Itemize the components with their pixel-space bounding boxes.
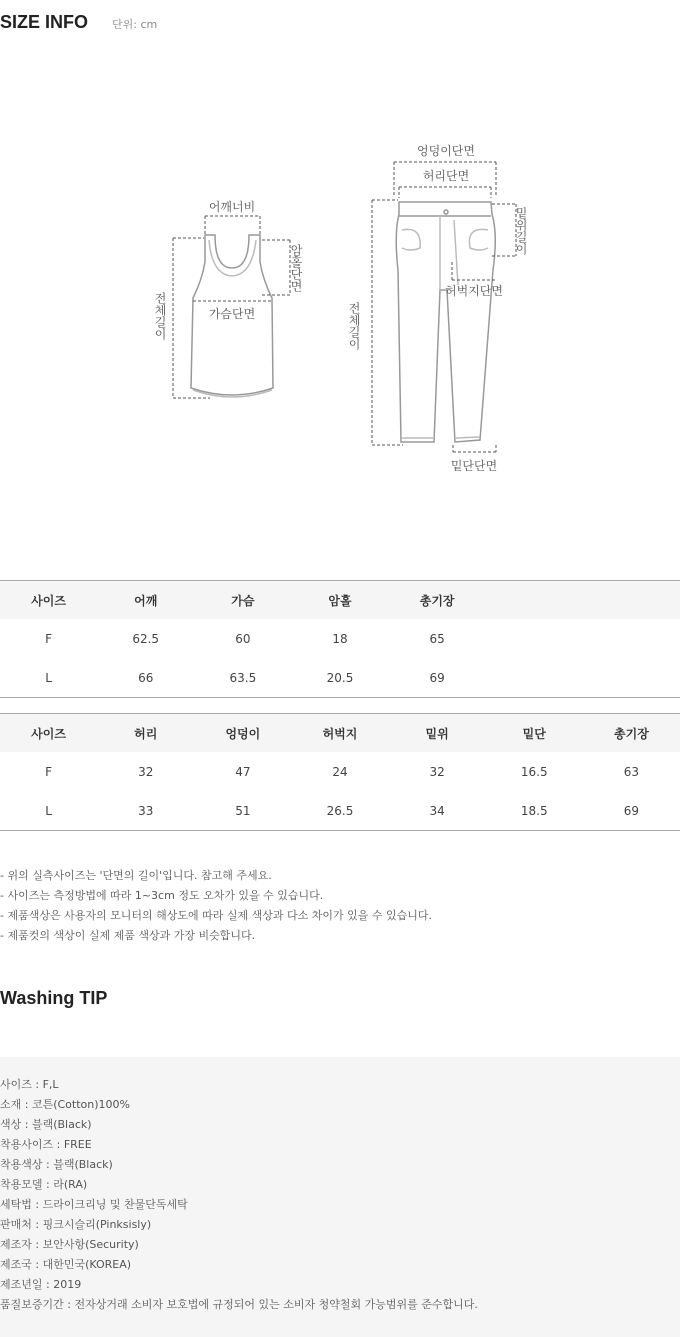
table-cell: 34 <box>429 803 445 818</box>
product-specs-panel <box>0 1057 680 1337</box>
table-cell: 63.5 <box>229 670 257 685</box>
header-cell: 어깨 <box>97 581 194 620</box>
table-cell: 26.5 <box>326 803 354 818</box>
header-cell: 암홀 <box>291 581 388 620</box>
table-cell: L <box>45 670 52 685</box>
table-cell: 24 <box>332 764 348 779</box>
spec-item: 착용색상 : 블랙(Black) <box>0 1158 113 1171</box>
header-cell: 사이즈 <box>0 714 97 753</box>
table-cell: 66 <box>138 670 154 685</box>
header-cell <box>583 581 680 620</box>
spec-item: 사이즈 : F,L <box>0 1078 59 1091</box>
table-cell: 16.5 <box>520 764 548 779</box>
table-header-row <box>0 581 680 620</box>
table-cell <box>486 619 583 658</box>
header-cell: 가슴 <box>194 581 291 620</box>
header-cell: 밑단 <box>486 714 583 753</box>
table-cell: F <box>45 764 53 779</box>
spec-item: 착용모델 : 라(RA) <box>0 1178 88 1191</box>
header-cell: 엉덩이 <box>194 714 291 753</box>
spec-item: 소재 : 코튼(Cotton)100% <box>0 1098 130 1111</box>
spec-item: 색상 : 블랙(Black) <box>0 1118 92 1131</box>
table-header-row <box>0 714 680 753</box>
table-cell: 18 <box>332 631 348 646</box>
table-cell: 51 <box>235 803 251 818</box>
table-cell: L <box>45 803 52 818</box>
table-cell: 18.5 <box>520 803 548 818</box>
table-row <box>0 752 680 791</box>
label-shoulder: 어깨너비 <box>208 200 256 214</box>
pants-illustration <box>396 202 495 442</box>
table-cell: 60 <box>235 631 251 646</box>
label-top-length: 전체길이 <box>153 292 167 340</box>
header-cell: 총기장 <box>389 581 486 620</box>
table-cell: 69 <box>429 670 445 685</box>
label-chest: 가슴단면 <box>208 307 256 321</box>
label-rise: 밑위길이 <box>514 207 528 255</box>
specs-list <box>0 1075 478 1315</box>
table-cell <box>583 658 680 698</box>
measurement-svg <box>0 140 680 480</box>
table-cell <box>486 658 583 698</box>
table-row <box>0 658 680 698</box>
header-cell: 사이즈 <box>0 581 97 620</box>
note-item: - 사이즈는 측정방법에 따라 1~3cm 정도 오차가 있을 수 있습니다. <box>0 889 324 902</box>
header-cell: 허벅지 <box>291 714 388 753</box>
size-info-title: SIZE INFO <box>0 12 89 32</box>
label-hip: 엉덩이단면 <box>417 144 475 158</box>
washing-tip-title: Washing TIP <box>0 988 108 1008</box>
spec-item: 제조자 : 보안사항(Security) <box>0 1238 139 1251</box>
label-thigh: 허벅지단면 <box>445 284 503 298</box>
pants-guides <box>372 162 516 452</box>
bottom-size-table <box>0 713 680 831</box>
table-cell: F <box>45 631 53 646</box>
table-cell: 65 <box>429 631 445 646</box>
spec-item: 제조년일 : 2019 <box>0 1278 82 1291</box>
size-info-header <box>0 12 157 33</box>
header-cell: 밑위 <box>389 714 486 753</box>
table-cell: 47 <box>235 764 251 779</box>
note-item: - 제품컷의 색상이 실제 제품 색상과 가장 비슷합니다. <box>0 929 256 942</box>
header-cell: 총기장 <box>583 714 680 753</box>
spec-item: 품질보증기간 : 전자상거래 소비자 보호법에 규정되어 있는 소비자 청약철회 가능범위를 준수합니다. <box>0 1298 478 1311</box>
table-cell: 62.5 <box>132 631 160 646</box>
size-notes <box>0 866 432 946</box>
unit-label: 단위: cm <box>112 18 158 31</box>
table-cell: 32 <box>429 764 445 779</box>
header-cell: 허리 <box>97 714 194 753</box>
table-cell: 33 <box>138 803 154 818</box>
note-item: - 제품색상은 사용자의 모니터의 해상도에 따라 실제 색상과 다소 차이가 있을 수 있습니다. <box>0 909 432 922</box>
note-item: - 위의 실측사이즈는 '단면의 길이'입니다. 참고해 주세요. <box>0 869 272 882</box>
top-size-table <box>0 580 680 698</box>
table-row <box>0 791 680 831</box>
spec-item: 제조국 : 대한민국(KOREA) <box>0 1258 132 1271</box>
table-cell: 69 <box>623 803 640 818</box>
table-cell: 32 <box>138 764 154 779</box>
table-cell: 20.5 <box>326 670 354 685</box>
label-pants-length: 전체길이 <box>347 302 361 350</box>
measurement-diagram <box>0 140 680 480</box>
table-cell <box>583 619 680 658</box>
spec-item: 세탁법 : 드라이크리닝 및 찬물단독세탁 <box>0 1198 188 1211</box>
table-row <box>0 619 680 658</box>
label-waist: 허리단면 <box>422 169 470 183</box>
spec-item: 판매처 : 핑크시슬리(Pinksisly) <box>0 1218 152 1231</box>
spec-item: 착용사이즈 : FREE <box>0 1138 92 1151</box>
label-hem: 밑단단면 <box>450 459 498 473</box>
table-cell: 63 <box>623 764 640 779</box>
header-cell <box>486 581 583 620</box>
label-armhole: 암홀단면 <box>289 244 303 292</box>
